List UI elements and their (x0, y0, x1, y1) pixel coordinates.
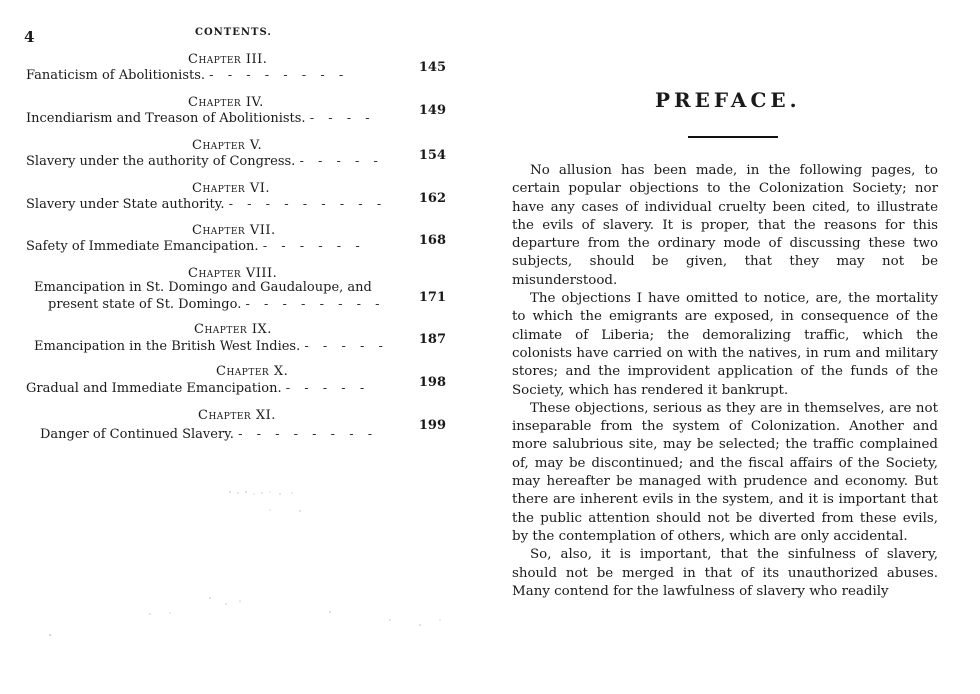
chapter-heading: Chapter IX. (194, 322, 272, 337)
chapter-title-text: Danger of Continued Slavery. (40, 427, 234, 442)
chapter-title-text: Slavery under State authority. (26, 197, 225, 212)
chapter-heading: Chapter VII. (192, 223, 276, 238)
chapter-page-number: 171 (418, 290, 446, 305)
chapter-title (26, 238, 365, 255)
chapter-page-number: 199 (418, 418, 446, 433)
chapter-title-text: present state of St. Domingo. (48, 297, 242, 312)
toc-entry (26, 266, 456, 316)
leader-dots: - - - - - - - - (209, 68, 349, 83)
leader-dots: - - - - - - - - - (228, 197, 387, 212)
running-head: CONTENTS. (195, 27, 272, 38)
toc-entry (26, 181, 456, 215)
toc-entry (26, 408, 456, 448)
chapter-title-text: Incendiarism and Treason of Abolitionists. (26, 111, 306, 126)
toc-entry (26, 364, 456, 398)
chapter-title-continued (48, 296, 385, 313)
preface-body (512, 162, 938, 601)
toc-entry (26, 95, 456, 129)
chapter-title (34, 279, 372, 296)
leader-dots: - - - - (309, 111, 375, 126)
paragraph: The objections I have omitted to notice, are, the mortality to which the emigrants are exposed, in consequence of the climate of Liberia; the demoralizing traffic, which the colonists have carried on with the natives, in rum and military stores; and the improvident application of the funds of the Society, which has rendered it bankrupt. (512, 291, 938, 398)
leader-dots: - - - - - (285, 381, 370, 396)
chapter-title (26, 110, 375, 127)
chapter-heading: Chapter VIII. (188, 266, 278, 281)
chapter-title-text: Fanaticism of Abolitionists. (26, 68, 206, 83)
chapter-page-number: 198 (418, 375, 446, 390)
chapter-heading: Chapter V. (192, 138, 263, 153)
chapter-heading: Chapter XI. (198, 408, 276, 423)
chapter-page-number: 187 (418, 332, 446, 347)
toc-entry (26, 223, 456, 257)
leader-dots: - - - - - - - - (238, 427, 378, 442)
chapter-page-number: 168 (418, 233, 446, 248)
preface-page (490, 0, 960, 694)
chapter-heading: Chapter VI. (192, 181, 270, 196)
chapter-title (26, 153, 383, 170)
chapter-title-text: Slavery under the authority of Congress. (26, 154, 296, 169)
chapter-page-number: 162 (418, 191, 446, 206)
scan-noise (30, 480, 460, 640)
leader-dots: - - - - - (304, 339, 388, 354)
contents-page (0, 0, 470, 694)
chapter-page-number: 154 (418, 148, 446, 163)
chapter-title-text: Gradual and Immediate Emancipation. (26, 381, 282, 396)
chapter-title (26, 67, 348, 84)
paragraph: No allusion has been made, in the following pages, to certain popular objections to the Colonization Society; nor have any cases of individual cruelty been cited, to illustrate the evils of slavery. It is proper, that the reasons for this departure from the ordinary mode of discussing these two subjects, should be given, that they may not be misunderstood. (512, 163, 938, 288)
leader-dots: - - - - - - (262, 239, 365, 254)
chapter-heading: Chapter X. (216, 364, 289, 379)
toc-entry (26, 52, 456, 86)
chapter-heading: Chapter IV. (188, 95, 264, 110)
title-rule (688, 136, 778, 138)
toc-entry (26, 138, 456, 172)
chapter-page-number: 145 (418, 60, 446, 75)
chapter-heading: Chapter III. (188, 52, 268, 67)
chapter-title (40, 426, 377, 443)
chapter-title (26, 196, 386, 213)
chapter-page-number: 149 (418, 103, 446, 118)
leader-dots: - - - - - - - - (245, 297, 385, 312)
chapter-title-text: Emancipation in the British West Indies. (34, 339, 301, 354)
toc-entry (26, 322, 456, 356)
page-number: 4 (24, 28, 35, 46)
page-title: PREFACE. (655, 88, 801, 112)
paragraph: These objections, serious as they are in themselves, are not inseparable from the system of Colonization. Another and more salubrious site, may be selected; the traffic complained of, may be discontinued; and the fiscal affairs of the Society, may hereafter be managed with prudence and economy. But there are inherent evils in the system, and it is important that the public attention should not be diverted from these evils, by the contemplation of others, which are only accidental. (512, 400, 938, 544)
paragraph: So, also, it is important, that the sinfulness of slavery, should not be merged in that of its unauthorized abuses. Many contend for the lawfulness of slavery who readily (512, 547, 938, 599)
chapter-title (34, 338, 388, 355)
chapter-title-text: Emancipation in St. Domingo and Gaudaloupe, and (34, 280, 372, 295)
chapter-title (26, 380, 369, 397)
leader-dots: - - - - - (299, 154, 383, 169)
chapter-title-text: Safety of Immediate Emancipation. (26, 239, 259, 254)
